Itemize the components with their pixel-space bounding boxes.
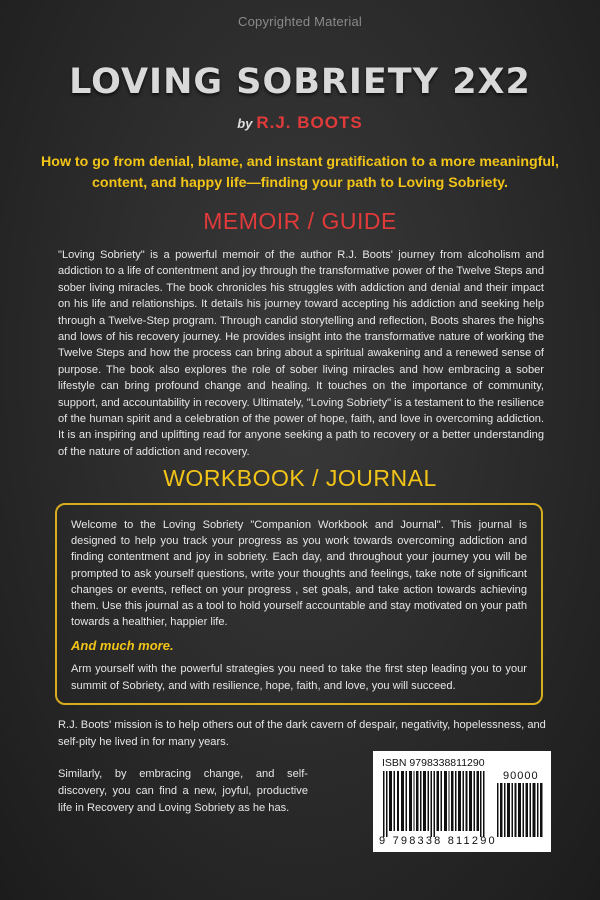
workbook-closing: Arm yourself with the powerful strategies you need to take the first step leading you to your summit of Sobriety, and with resilience, hope, faith, and love, you will succeed. <box>71 663 527 692</box>
memoir-heading: MEMOIR / GUIDE <box>203 208 397 234</box>
workbook-description: Welcome to the Loving Sobriety "Companion Workbook and Journal". This journal is designed to help you track your progress as you work towards overcoming addiction and finding contentment and joy in sobriety. Each day, and throughout your journey you will be prompted to ask yourself questions, write your thoughts and feelings, take note of significant changes or events, reflect on your progress , set goals, and take action towards achieving them. Use this journal as a tool to hold yourself accountable and stay motivated on your path towards a healthier, happier life. <box>71 519 527 629</box>
author-name: R.J. BOOTS <box>256 113 363 132</box>
isbn-label: ISBN 9798338811290 <box>382 757 485 769</box>
tagline: How to go from denial, blame, and instant gratification to a more meaningful, content, and happy life—finding your path to Loving Sobriety. <box>41 154 559 191</box>
price-code: 90000 <box>503 770 539 782</box>
ean-barcode-graphic <box>383 771 485 837</box>
byline <box>0 113 600 133</box>
copyright-watermark: Copyrighted Material <box>238 14 362 29</box>
and-much-more: And much more. <box>71 638 174 654</box>
workbook-heading: WORKBOOK / JOURNAL <box>163 465 437 491</box>
book-title: LOVING SOBRIETY 2X2 <box>69 62 531 102</box>
memoir-description: "Loving Sobriety" is a powerful memoir of the author R.J. Boots' journey from alcoholism and addiction to a life of contentment and joy through the transformative power of the Twelve Steps and sober living miracles. The book chronicles his struggles with addiction and denial and their impact on his life and relationships. It details his journey toward accepting his addiction and seeking help through a Twelve-Step program. Through candid storytelling and reflection, Boots shares the highs and lows of his recovery journey. He provides insight into the transformative nature of working the Twelve Steps and how the process can bring about a spiritual awakening and a renewed sense of purpose. The book also explores the role of sober living miracles and how embracing a sober lifestyle can bring profound change and healing. It touches on the importance of community, support, and accountability in recovery. Ultimately, "Loving Sobriety" is a testament to the resilience of the human spirit and a celebration of the power of hope, faith, and love in overcoming addiction. It is an inspiring and uplifting read for anyone seeking a path to recovery or a better understanding of the nature of addiction and recovery. <box>58 249 544 458</box>
ean-digits: 9 798338 811290 <box>379 835 497 847</box>
byline-by: by <box>237 116 253 131</box>
similarly-paragraph: Similarly, by embracing change, and self-discovery, you can find a new, joyful, productive life in Recovery and Loving Sobriety as he has. <box>58 768 308 814</box>
workbook-box <box>55 503 543 705</box>
isbn-barcode <box>373 751 551 852</box>
addon-barcode-graphic <box>497 783 543 837</box>
mission-statement: R.J. Boots' mission is to help others out of the dark cavern of despair, negativity, hopelessness, and self-pity he lived in for many years. <box>58 719 546 748</box>
